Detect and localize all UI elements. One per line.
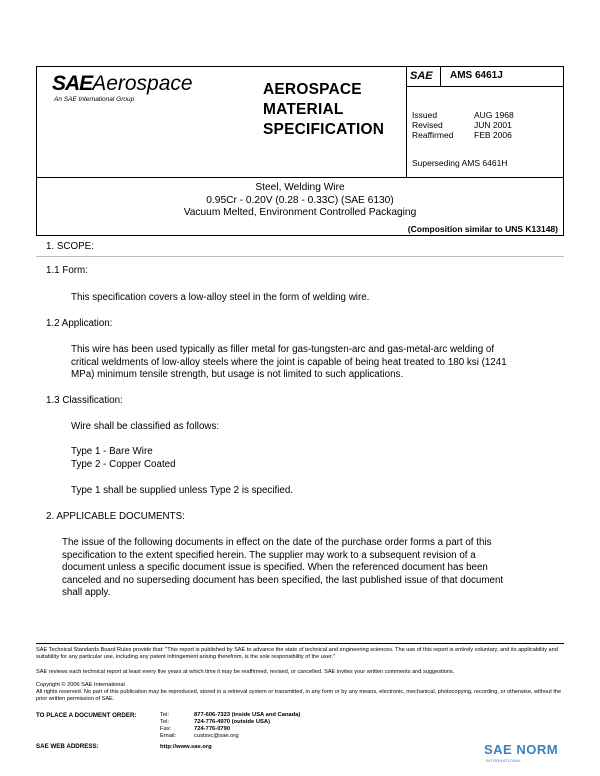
section-1-heading: 1. SCOPE:	[46, 241, 94, 252]
document-type-title	[263, 80, 384, 140]
title-block	[36, 182, 564, 220]
section-2-text	[62, 537, 557, 600]
footer-rules-paragraph: SAE Technical Standards Board Rules provide that: "This report is published by SAE to advance the state of technical and engineering sciences. The use of this report is entirely voluntary, and its applicability and suitability for any particular use, including any patent infringement arising therefrom, is the sole responsibility of the user."	[36, 647, 558, 660]
section-1-2-text	[71, 344, 551, 382]
contact-row	[160, 733, 420, 740]
web-address-label: SAE WEB ADDRESS:	[36, 743, 99, 750]
sae-mark-cell-border	[406, 86, 564, 87]
date-row-issued	[412, 110, 560, 120]
text-line: critical weldments of low-alloy steels where the joint is capable of being heat treated to 180 ksi (1241	[71, 356, 507, 368]
processing-line: Vacuum Melted, Environment Controlled Packaging	[183, 207, 417, 218]
contact-row	[160, 726, 420, 733]
contact-value: 724-776-0790	[194, 725, 231, 732]
text-line: document unless a specific document issue is specified. When the referenced document has been	[62, 562, 488, 573]
watermark-text: SAE NORM	[484, 742, 559, 757]
text-line: canceled and no superseding document has been specified, the last published issue of that document	[62, 574, 504, 586]
sae-mark-cell-vline	[440, 66, 441, 86]
footer-review-paragraph: SAE reviews each technical report at least every five years at which time it may be reaffirmed, revised, or cancelled. SAE invites your written comments and suggestions.	[36, 669, 455, 675]
date-value: FEB 2006	[474, 130, 512, 140]
date-row-reaffirmed	[412, 130, 560, 140]
logo-subtitle: An SAE International Group	[54, 96, 135, 103]
text-line: MPa) minimum tensile strength, but usage is not limited to such applications.	[71, 369, 404, 380]
contact-label: Tel:	[160, 712, 170, 718]
contact-list	[160, 712, 420, 740]
contact-row	[160, 712, 420, 719]
order-label: TO PLACE A DOCUMENT ORDER:	[36, 712, 137, 719]
sae-norm-watermark	[484, 741, 558, 759]
logo-sae-text: SAE	[52, 72, 93, 95]
section-1-1-text: This specification covers a low-alloy steel in the form of welding wire.	[71, 292, 370, 303]
footer-copyright: Copyright © 2006 SAE International	[36, 682, 125, 688]
text-line: This wire has been used typically as filler metal for gas-tungsten-arc and gas-metal-arc welding of	[71, 344, 495, 355]
type-2-item: Type 2 - Copper Coated	[71, 459, 176, 470]
contact-label: Fax:	[160, 725, 172, 732]
superseding-text: Superseding AMS 6461H	[412, 158, 508, 168]
composition-line: 0.95Cr - 0.20V (0.28 - 0.33C) (SAE 6130)	[206, 194, 394, 206]
header-divider	[406, 66, 407, 178]
type-1-item: Type 1 - Bare Wire	[71, 446, 153, 457]
contact-email-link[interactable]: custsvc@sae.org	[194, 732, 239, 739]
web-address-link[interactable]: http://www.sae.org	[160, 744, 212, 750]
contact-label: Tel:	[160, 718, 170, 725]
contact-value: 877-606-7323 (inside USA and Canada)	[194, 712, 301, 718]
section-2-heading: 2. APPLICABLE DOCUMENTS:	[46, 511, 185, 522]
contact-value: 724-776-4970 (outside USA)	[194, 718, 271, 725]
body-separator	[36, 256, 564, 257]
text-line: shall apply.	[62, 587, 111, 598]
date-label: Issued	[412, 110, 438, 120]
footer-rule	[36, 643, 564, 644]
sae-aerospace-logo	[52, 72, 193, 96]
contact-label: Email:	[160, 732, 177, 739]
date-value: AUG 1968	[474, 110, 514, 120]
text-line: The issue of the following documents in effect on the date of the purchase order forms a part of this	[62, 537, 492, 548]
footer-rights-paragraph: All rights reserved. No part of this publication may be reproduced, stored in a retrieval system or transmitted, in any form or by any means, electronic, mechanical, photocopying, recording, or otherwise, without the prior written permission of SAE.	[36, 689, 562, 702]
date-label: Reaffirmed	[412, 130, 454, 140]
watermark-subtext: INTERNATIONAL	[486, 758, 522, 763]
title-line-3: SPECIFICATION	[263, 121, 385, 138]
material-title: Steel, Welding Wire	[255, 182, 345, 193]
title-line-1: AEROSPACE	[263, 81, 362, 98]
contact-row	[160, 719, 420, 726]
section-1-2-heading: 1.2 Application:	[46, 318, 113, 329]
document-dates	[412, 110, 560, 140]
title-line-2: MATERIAL	[263, 101, 344, 118]
type-note: Type 1 shall be supplied unless Type 2 is specified.	[71, 485, 294, 496]
composition-note: (Composition similar to UNS K13148)	[407, 224, 558, 234]
section-1-3-text: Wire shall be classified as follows:	[71, 421, 220, 432]
text-line: specification to the extent specified herein. The supplier may work to a subsequent revision of a	[62, 549, 476, 561]
logo-aerospace-text: Aerospace	[92, 72, 193, 95]
sae-mark: SAE	[410, 70, 433, 82]
date-row-revised	[412, 120, 560, 130]
document-number: AMS 6461J	[450, 70, 503, 81]
date-label: Revised	[412, 120, 443, 130]
section-1-1-heading: 1.1 Form:	[46, 265, 88, 276]
date-value: JUN 2001	[474, 120, 512, 130]
section-1-3-heading: 1.3 Classification:	[46, 395, 123, 406]
